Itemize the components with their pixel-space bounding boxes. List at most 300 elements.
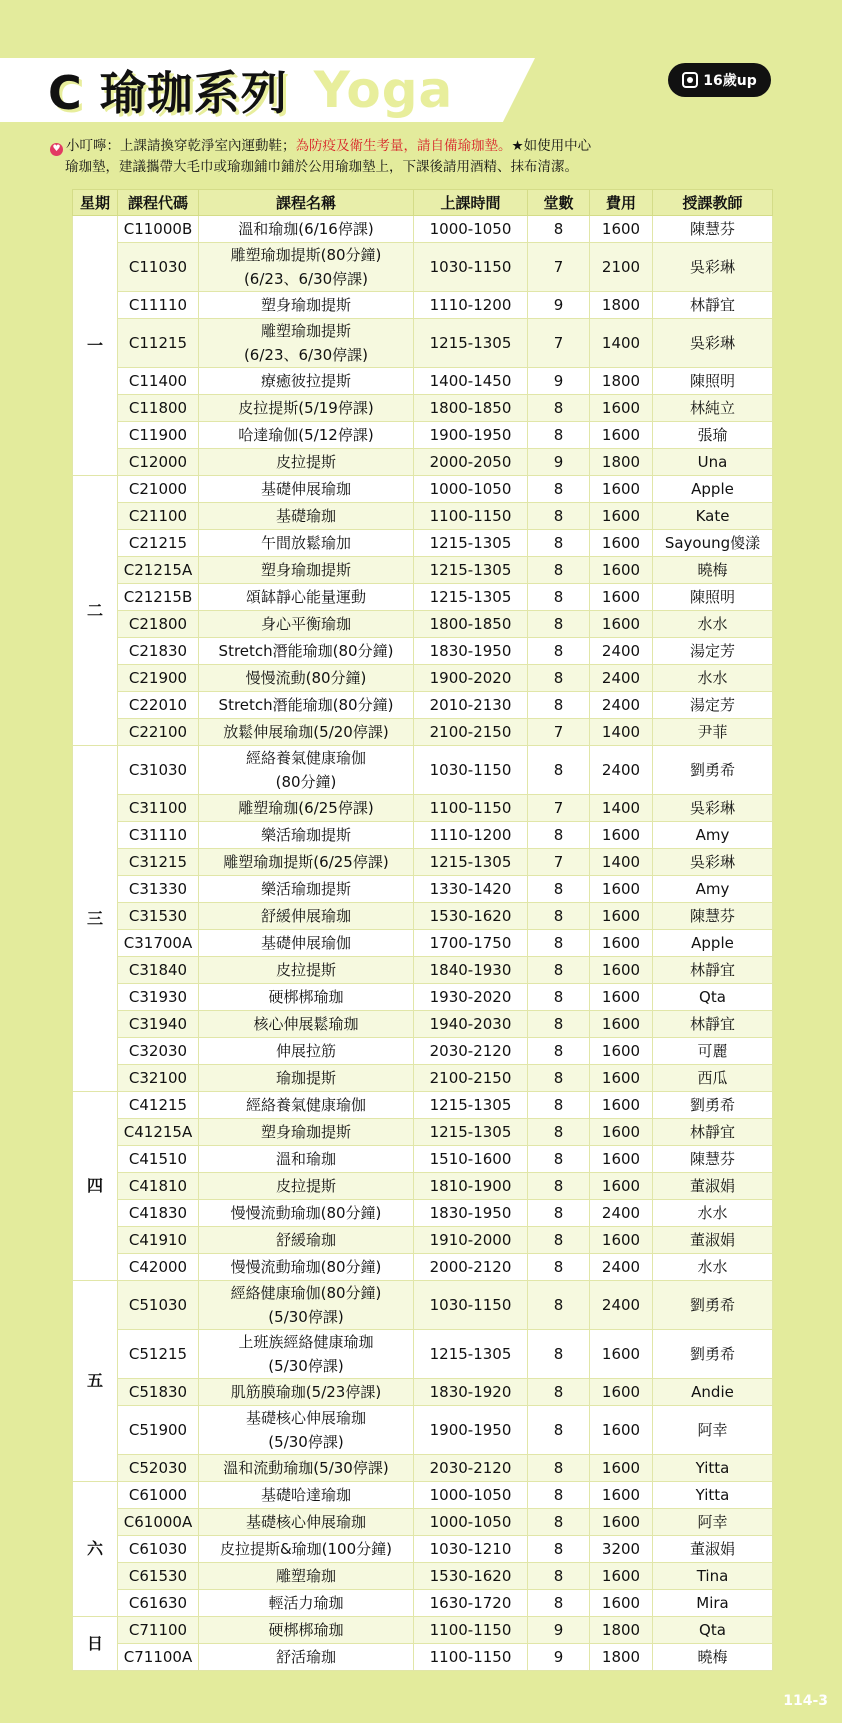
- table-row: [73, 1455, 773, 1482]
- course-code: C31215: [118, 849, 199, 876]
- teacher: 陳照明: [653, 584, 773, 611]
- session-count: 8: [528, 746, 590, 795]
- course-time: 1330-1420: [414, 876, 528, 903]
- session-count: 8: [528, 422, 590, 449]
- course-fee: 1600: [590, 1455, 653, 1482]
- course-name-line: (6/23、6/30停課): [243, 346, 369, 364]
- course-time: 1000-1050: [414, 476, 528, 503]
- course-code: C11030: [118, 243, 199, 292]
- day-cell: 日: [73, 1617, 118, 1671]
- course-fee: 1600: [590, 422, 653, 449]
- teacher: Apple: [653, 930, 773, 957]
- header-teacher: 授課教師: [653, 190, 773, 216]
- table-row: [73, 1038, 773, 1065]
- course-name: 慢慢流動瑜珈(80分鐘): [199, 1200, 414, 1227]
- table-row: [73, 795, 773, 822]
- course-fee: 1600: [590, 1563, 653, 1590]
- course-code: C41810: [118, 1173, 199, 1200]
- course-name: 溫和流動瑜珈(5/30停課): [199, 1455, 414, 1482]
- teacher: Sayoung傻漾: [653, 530, 773, 557]
- course-time: 1215-1305: [414, 530, 528, 557]
- course-code: C31110: [118, 822, 199, 849]
- course-time: 1800-1850: [414, 611, 528, 638]
- course-name: 頌缽靜心能量運動: [199, 584, 414, 611]
- course-time: 1030-1150: [414, 746, 528, 795]
- course-name: 樂活瑜珈提斯: [199, 822, 414, 849]
- course-code: C71100: [118, 1617, 199, 1644]
- notice: [50, 136, 790, 178]
- day-cell: 一: [73, 216, 118, 476]
- teacher: Amy: [653, 876, 773, 903]
- day-cell: 三: [73, 746, 118, 1092]
- course-fee: 1600: [590, 476, 653, 503]
- course-code: C21215A: [118, 557, 199, 584]
- course-name: 皮拉提斯: [199, 1173, 414, 1200]
- table-row: [73, 1406, 773, 1455]
- teacher: 曉梅: [653, 1644, 773, 1671]
- course-fee: 1600: [590, 1038, 653, 1065]
- course-code: C22100: [118, 719, 199, 746]
- course-name-line: 經絡養氣健康瑜伽: [245, 749, 366, 767]
- table-row: [73, 822, 773, 849]
- course-time: 1030-1150: [414, 243, 528, 292]
- course-name: 核心伸展鬆瑜珈: [199, 1011, 414, 1038]
- course-fee: 1800: [590, 1644, 653, 1671]
- course-name: 皮拉提斯&瑜珈(100分鐘): [199, 1536, 414, 1563]
- session-count: 8: [528, 984, 590, 1011]
- course-table: [72, 189, 773, 1671]
- session-count: 8: [528, 1330, 590, 1379]
- course-code: C51900: [118, 1406, 199, 1455]
- notice-suffix: ★如使用中心: [511, 138, 592, 154]
- course-name-line: 雕塑瑜珈提斯: [260, 322, 351, 340]
- teacher: 林純立: [653, 395, 773, 422]
- course-code: C21215: [118, 530, 199, 557]
- course-code: C11400: [118, 368, 199, 395]
- course-time: 1900-2020: [414, 665, 528, 692]
- course-fee: 1600: [590, 1379, 653, 1406]
- session-count: 8: [528, 1254, 590, 1281]
- session-count: 8: [528, 1038, 590, 1065]
- course-name-line: 經絡健康瑜伽(80分鐘): [230, 1284, 382, 1302]
- course-name: 基礎核心伸展瑜珈: [199, 1509, 414, 1536]
- course-fee: 1600: [590, 1509, 653, 1536]
- course-time: 1530-1620: [414, 903, 528, 930]
- course-name: Stretch潛能瑜珈(80分鐘): [199, 692, 414, 719]
- course-fee: 2400: [590, 1281, 653, 1330]
- session-count: 8: [528, 1173, 590, 1200]
- course-name: 輕活力瑜珈: [199, 1590, 414, 1617]
- teacher: Andie: [653, 1379, 773, 1406]
- table-row: [73, 530, 773, 557]
- table-row: [73, 1482, 773, 1509]
- session-count: 8: [528, 930, 590, 957]
- teacher: 吳彩琳: [653, 795, 773, 822]
- course-code: C41830: [118, 1200, 199, 1227]
- course-time: 1800-1850: [414, 395, 528, 422]
- session-count: 7: [528, 319, 590, 368]
- table-row: [73, 984, 773, 1011]
- course-name-line: (5/30停課): [268, 1308, 344, 1326]
- course-fee: 1600: [590, 1406, 653, 1455]
- teacher: 林靜宜: [653, 1119, 773, 1146]
- session-count: 8: [528, 1065, 590, 1092]
- header-time: 上課時間: [414, 190, 528, 216]
- session-count: 8: [528, 584, 590, 611]
- course-fee: 1600: [590, 557, 653, 584]
- course-time: 1830-1920: [414, 1379, 528, 1406]
- course-code: C22010: [118, 692, 199, 719]
- course-code: C31100: [118, 795, 199, 822]
- session-count: 8: [528, 1455, 590, 1482]
- course-time: 1100-1150: [414, 1644, 528, 1671]
- table-row: [73, 1119, 773, 1146]
- session-count: 9: [528, 449, 590, 476]
- course-name-line: (5/30停課): [268, 1433, 344, 1451]
- course-name: 療癒彼拉提斯: [199, 368, 414, 395]
- course-fee: 1800: [590, 368, 653, 395]
- session-count: 8: [528, 1227, 590, 1254]
- table-row: [73, 476, 773, 503]
- course-fee: 1800: [590, 1617, 653, 1644]
- course-name: 硬梆梆瑜珈: [199, 984, 414, 1011]
- session-count: 7: [528, 795, 590, 822]
- teacher: Kate: [653, 503, 773, 530]
- teacher: 阿幸: [653, 1406, 773, 1455]
- table-body: [73, 216, 773, 1671]
- header-day: 星期: [73, 190, 118, 216]
- course-name: [199, 1330, 414, 1379]
- course-code: C11110: [118, 292, 199, 319]
- teacher: Tina: [653, 1563, 773, 1590]
- teacher: 陳慧芬: [653, 216, 773, 243]
- table-row: [73, 1227, 773, 1254]
- course-fee: 3200: [590, 1536, 653, 1563]
- teacher: Qta: [653, 984, 773, 1011]
- course-fee: 1400: [590, 849, 653, 876]
- teacher: 董淑娟: [653, 1173, 773, 1200]
- course-time: 1910-2000: [414, 1227, 528, 1254]
- course-code: C71100A: [118, 1644, 199, 1671]
- course-time: 2010-2130: [414, 692, 528, 719]
- course-name: 瑜珈提斯: [199, 1065, 414, 1092]
- table-row: [73, 1509, 773, 1536]
- course-code: C41215: [118, 1092, 199, 1119]
- course-time: 1940-2030: [414, 1011, 528, 1038]
- course-code: C61530: [118, 1563, 199, 1590]
- course-name: 皮拉提斯(5/19停課): [199, 395, 414, 422]
- course-name: 雕塑瑜珈提斯(6/25停課): [199, 849, 414, 876]
- session-count: 8: [528, 1536, 590, 1563]
- course-name: 經絡養氣健康瑜伽: [199, 1092, 414, 1119]
- course-time: 2100-2150: [414, 1065, 528, 1092]
- course-name: 舒活瑜珈: [199, 1644, 414, 1671]
- session-count: 7: [528, 243, 590, 292]
- course-name: 伸展拉筋: [199, 1038, 414, 1065]
- course-name: 溫和瑜珈: [199, 1146, 414, 1173]
- course-fee: 2400: [590, 1200, 653, 1227]
- session-count: 8: [528, 903, 590, 930]
- course-name: 硬梆梆瑜珈: [199, 1617, 414, 1644]
- course-time: 1030-1150: [414, 1281, 528, 1330]
- course-code: C32100: [118, 1065, 199, 1092]
- course-time: 1030-1210: [414, 1536, 528, 1563]
- course-code: C42000: [118, 1254, 199, 1281]
- course-code: C52030: [118, 1455, 199, 1482]
- table-row: [73, 1065, 773, 1092]
- table-row: [73, 1617, 773, 1644]
- course-name: 身心平衡瑜珈: [199, 611, 414, 638]
- course-fee: 1600: [590, 984, 653, 1011]
- course-time: 1700-1750: [414, 930, 528, 957]
- session-count: 8: [528, 1146, 590, 1173]
- notice-warning: 為防疫及衛生考量，請自備瑜珈墊。: [295, 138, 512, 154]
- course-name: 皮拉提斯: [199, 449, 414, 476]
- course-fee: 1600: [590, 903, 653, 930]
- course-name: 肌筋膜瑜珈(5/23停課): [199, 1379, 414, 1406]
- course-code: C61030: [118, 1536, 199, 1563]
- course-fee: 1600: [590, 216, 653, 243]
- session-count: 8: [528, 611, 590, 638]
- course-time: 1000-1050: [414, 1509, 528, 1536]
- course-name: [199, 319, 414, 368]
- course-code: C31930: [118, 984, 199, 1011]
- course-fee: 1600: [590, 1330, 653, 1379]
- table-row: [73, 1536, 773, 1563]
- course-name-line: 雕塑瑜珈提斯(80分鐘): [230, 246, 382, 264]
- teacher: 水水: [653, 611, 773, 638]
- course-name: [199, 243, 414, 292]
- table-row: [73, 957, 773, 984]
- course-fee: 1600: [590, 1146, 653, 1173]
- course-name: 舒緩瑜珈: [199, 1227, 414, 1254]
- course-code: C21800: [118, 611, 199, 638]
- age-badge: [668, 63, 771, 97]
- course-name: Stretch潛能瑜珈(80分鐘): [199, 638, 414, 665]
- notice-prefix: 小叮嚀：上課請換穿乾淨室內運動鞋；: [66, 138, 296, 154]
- course-time: 1000-1050: [414, 1482, 528, 1509]
- session-count: 8: [528, 692, 590, 719]
- table-row: [73, 746, 773, 795]
- course-time: 1900-1950: [414, 422, 528, 449]
- course-fee: 2100: [590, 243, 653, 292]
- table-row: [73, 368, 773, 395]
- course-time: 1215-1305: [414, 1092, 528, 1119]
- age-icon: [682, 72, 698, 88]
- session-count: 9: [528, 292, 590, 319]
- course-time: 2100-2150: [414, 719, 528, 746]
- course-time: 1215-1305: [414, 1330, 528, 1379]
- title-english: Yoga: [313, 61, 454, 119]
- table-row: [73, 292, 773, 319]
- course-code: C11800: [118, 395, 199, 422]
- header-fee: 費用: [590, 190, 653, 216]
- course-name: 放鬆伸展瑜珈(5/20停課): [199, 719, 414, 746]
- course-code: C41215A: [118, 1119, 199, 1146]
- teacher: 陳慧芬: [653, 1146, 773, 1173]
- session-count: 8: [528, 1011, 590, 1038]
- course-code: C12000: [118, 449, 199, 476]
- session-count: 9: [528, 368, 590, 395]
- session-count: 8: [528, 1119, 590, 1146]
- teacher: 吳彩琳: [653, 319, 773, 368]
- course-code: C41910: [118, 1227, 199, 1254]
- table-row: [73, 584, 773, 611]
- session-count: 8: [528, 665, 590, 692]
- notice-line-2: 瑜珈墊，建議攜帶大毛巾或瑜珈鋪巾鋪於公用瑜珈墊上，下課後請用酒精、抹布清潔。: [65, 159, 578, 175]
- course-time: 1930-2020: [414, 984, 528, 1011]
- session-count: 8: [528, 638, 590, 665]
- table-row: [73, 1092, 773, 1119]
- table-row: [73, 557, 773, 584]
- course-code: C11000B: [118, 216, 199, 243]
- session-count: 8: [528, 530, 590, 557]
- course-code: C41510: [118, 1146, 199, 1173]
- course-time: 1400-1450: [414, 368, 528, 395]
- course-time: 1110-1200: [414, 292, 528, 319]
- header-sessions: 堂數: [528, 190, 590, 216]
- course-code: C31840: [118, 957, 199, 984]
- course-code: C21830: [118, 638, 199, 665]
- session-count: 8: [528, 1563, 590, 1590]
- course-time: 2030-2120: [414, 1038, 528, 1065]
- teacher: 吳彩琳: [653, 243, 773, 292]
- teacher: 西瓜: [653, 1065, 773, 1092]
- course-time: 1215-1305: [414, 849, 528, 876]
- course-fee: 1600: [590, 930, 653, 957]
- table-row: [73, 903, 773, 930]
- table-row: [73, 1590, 773, 1617]
- session-count: 7: [528, 849, 590, 876]
- course-name: 午間放鬆瑜加: [199, 530, 414, 557]
- course-name-line: (5/30停課): [268, 1357, 344, 1375]
- header-code: 課程代碼: [118, 190, 199, 216]
- course-time: 1510-1600: [414, 1146, 528, 1173]
- course-code: C11215: [118, 319, 199, 368]
- teacher: Yitta: [653, 1455, 773, 1482]
- course-name: 溫和瑜珈(6/16停課): [199, 216, 414, 243]
- table-row: [73, 395, 773, 422]
- course-code: C32030: [118, 1038, 199, 1065]
- course-name: 哈達瑜伽(5/12停課): [199, 422, 414, 449]
- course-name: [199, 746, 414, 795]
- teacher: 劉勇希: [653, 746, 773, 795]
- course-name-line: 基礎核心伸展瑜珈: [245, 1409, 366, 1427]
- title-main: C 瑜珈系列: [48, 66, 288, 120]
- teacher: 張瑜: [653, 422, 773, 449]
- teacher: Yitta: [653, 1482, 773, 1509]
- session-count: 8: [528, 395, 590, 422]
- session-count: 8: [528, 1482, 590, 1509]
- teacher: Qta: [653, 1617, 773, 1644]
- session-count: 8: [528, 1092, 590, 1119]
- course-name: 基礎伸展瑜伽: [199, 930, 414, 957]
- teacher: 林靜宜: [653, 1011, 773, 1038]
- notice-line-1: [50, 136, 790, 157]
- session-count: 8: [528, 1200, 590, 1227]
- teacher: 陳照明: [653, 368, 773, 395]
- course-time: 1900-1950: [414, 1406, 528, 1455]
- table-row: [73, 243, 773, 292]
- course-code: C31030: [118, 746, 199, 795]
- table-row: [73, 665, 773, 692]
- teacher: 水水: [653, 665, 773, 692]
- table-row: [73, 449, 773, 476]
- course-name: [199, 1281, 414, 1330]
- course-fee: 1600: [590, 584, 653, 611]
- course-fee: 1600: [590, 395, 653, 422]
- course-fee: 1600: [590, 957, 653, 984]
- course-code: C61000: [118, 1482, 199, 1509]
- table-row: [73, 319, 773, 368]
- session-count: 8: [528, 876, 590, 903]
- course-fee: 1600: [590, 530, 653, 557]
- course-time: 2030-2120: [414, 1455, 528, 1482]
- course-time: 1810-1900: [414, 1173, 528, 1200]
- table-row: [73, 422, 773, 449]
- course-time: 2000-2120: [414, 1254, 528, 1281]
- teacher: 尹菲: [653, 719, 773, 746]
- course-code: C21900: [118, 665, 199, 692]
- course-name: [199, 1406, 414, 1455]
- table-row: [73, 503, 773, 530]
- course-name: 雕塑瑜珈(6/25停課): [199, 795, 414, 822]
- day-cell: 四: [73, 1092, 118, 1281]
- course-time: 1830-1950: [414, 638, 528, 665]
- session-count: 9: [528, 1644, 590, 1671]
- session-count: 7: [528, 719, 590, 746]
- header-name: 課程名稱: [199, 190, 414, 216]
- course-name: 雕塑瑜珈: [199, 1563, 414, 1590]
- course-time: 1100-1150: [414, 503, 528, 530]
- course-code: C51030: [118, 1281, 199, 1330]
- course-time: 1215-1305: [414, 584, 528, 611]
- course-code: C21100: [118, 503, 199, 530]
- teacher: Amy: [653, 822, 773, 849]
- course-fee: 1800: [590, 449, 653, 476]
- course-time: 1100-1150: [414, 795, 528, 822]
- session-count: 8: [528, 1379, 590, 1406]
- course-name: 塑身瑜珈提斯: [199, 557, 414, 584]
- course-name-line: (6/23、6/30停課): [243, 270, 369, 288]
- table-header-row: [73, 190, 773, 216]
- course-fee: 2400: [590, 692, 653, 719]
- session-count: 8: [528, 503, 590, 530]
- table-row: [73, 1254, 773, 1281]
- page-number: 114-3: [783, 1693, 828, 1709]
- course-name: 皮拉提斯: [199, 957, 414, 984]
- teacher: 吳彩琳: [653, 849, 773, 876]
- session-count: 8: [528, 822, 590, 849]
- table-row: [73, 1644, 773, 1671]
- course-name: 基礎瑜珈: [199, 503, 414, 530]
- table-row: [73, 1330, 773, 1379]
- course-fee: 1600: [590, 1092, 653, 1119]
- course-code: C21000: [118, 476, 199, 503]
- course-fee: 1600: [590, 611, 653, 638]
- session-count: 8: [528, 957, 590, 984]
- teacher: 董淑娟: [653, 1227, 773, 1254]
- course-time: 1110-1200: [414, 822, 528, 849]
- teacher: 陳慧芬: [653, 903, 773, 930]
- course-fee: 2400: [590, 1254, 653, 1281]
- course-code: C51830: [118, 1379, 199, 1406]
- course-name: 基礎哈達瑜珈: [199, 1482, 414, 1509]
- course-fee: 2400: [590, 638, 653, 665]
- course-fee: 1400: [590, 795, 653, 822]
- course-code: C31700A: [118, 930, 199, 957]
- course-name: 塑身瑜珈提斯: [199, 1119, 414, 1146]
